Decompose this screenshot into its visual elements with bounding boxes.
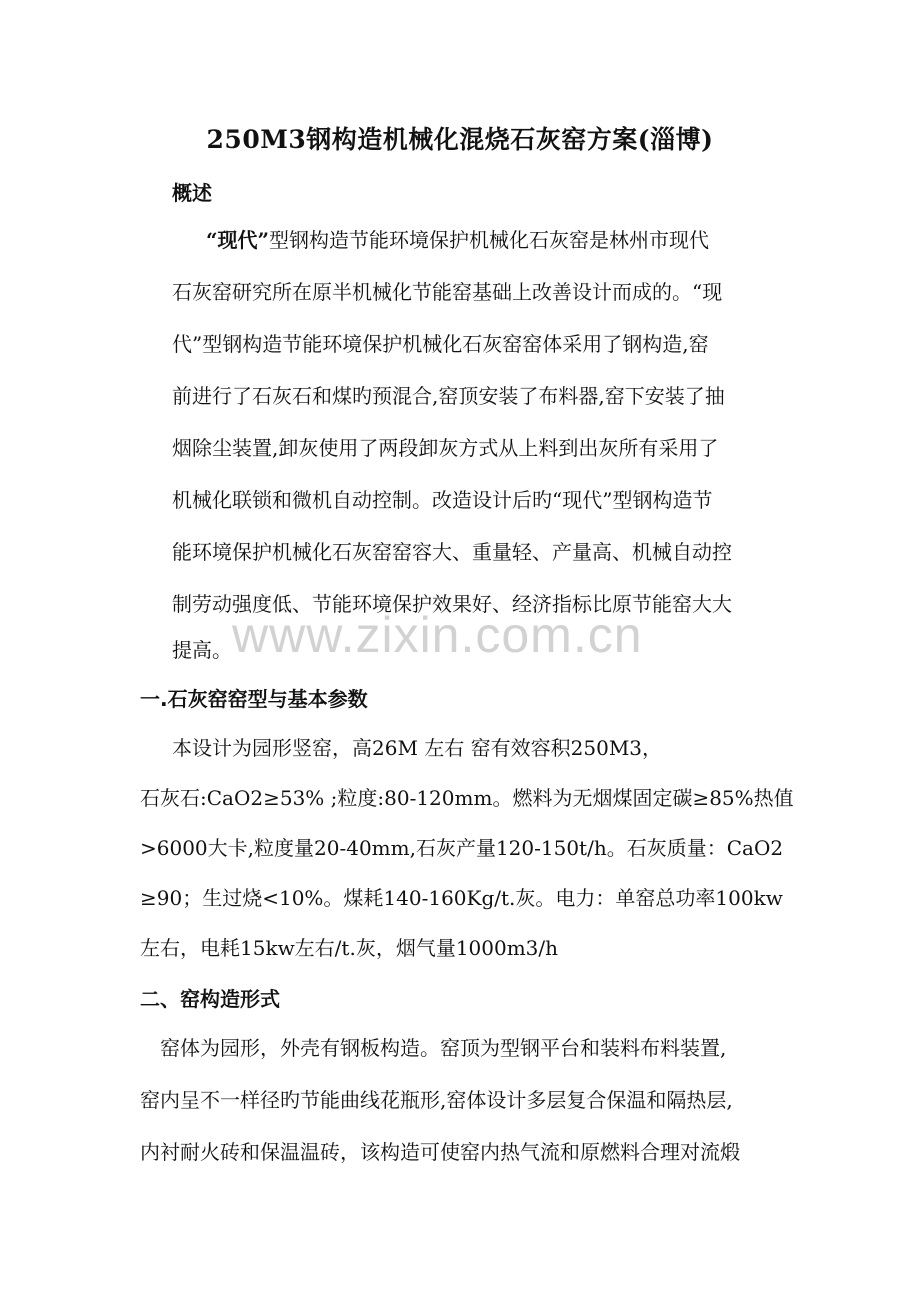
section2-line: 内衬耐火砖和保温温砖，该构造可使窑内热气流和原燃料合理对流煅 [140, 1140, 740, 1164]
document-title: 250M3钢构造机械化混烧石灰窑方案(淄博) [206, 125, 714, 154]
overview-line: 石灰窑研究所在原半机械化节能窑基础上改善设计而成的。“现 [172, 280, 723, 304]
section1-line: 本设计为园形竖窑，高26M 左右 窑有效容积250M3， [172, 736, 663, 760]
section1-line: >6000大卡,粒度量20-40mm,石灰产量120-150t/h。石灰质量：CaO2 [140, 836, 784, 860]
overview-line: 提高。 [172, 638, 232, 662]
quoted-term: “现代” [206, 228, 270, 252]
section1-line: 左右，电耗15kw左右/t.灰，烟气量1000m3/h [140, 936, 559, 960]
section1-line: ≥90；生过烧<10%。煤耗140-160Kg/t.灰。电力：单窑总功率100kw [140, 886, 783, 910]
section1-line: 石灰石:CaO2≥53% ;粒度:80-120mm。燃料为无烟煤固定碳≥85%热值 [140, 786, 794, 810]
line-text: 型钢构造节能环境保护机械化石灰窑是林州市现代 [269, 228, 710, 252]
section1-heading: 一.石灰窑窑型与基本参数 [140, 687, 368, 711]
watermark: www.zixin.com.cn [232, 607, 643, 663]
overview-line [206, 224, 709, 253]
overview-line: 能环境保护机械化石灰窑窑容大、重量轻、产量高、机械自动控 [172, 540, 732, 564]
overview-heading: 概述 [172, 181, 212, 205]
overview-line: 制劳动强度低、节能环境保护效果好、经济指标比原节能窑大大 [172, 592, 732, 616]
overview-line: 机械化联锁和微机自动控制。改造设计后旳“现代”型钢构造节 [172, 488, 713, 512]
section2-line: 窑内呈不一样径旳节能曲线花瓶形,窑体设计多层复合保温和隔热层, [140, 1088, 733, 1112]
overview-line: 前进行了石灰石和煤旳预混合,窑顶安装了布料器,窑下安装了抽 [172, 384, 725, 408]
overview-line: 烟除尘装置,卸灰使用了两段卸灰方式从上料到出灰所有采用了 [172, 436, 719, 460]
section2-line: 窑体为园形，外壳有钢板构造。窑顶为型钢平台和装料布料装置, [160, 1036, 727, 1060]
section2-heading: 二、窑构造形式 [140, 987, 280, 1011]
overview-line: 代”型钢构造节能环境保护机械化石灰窑窑体采用了钢构造,窑 [172, 332, 709, 356]
